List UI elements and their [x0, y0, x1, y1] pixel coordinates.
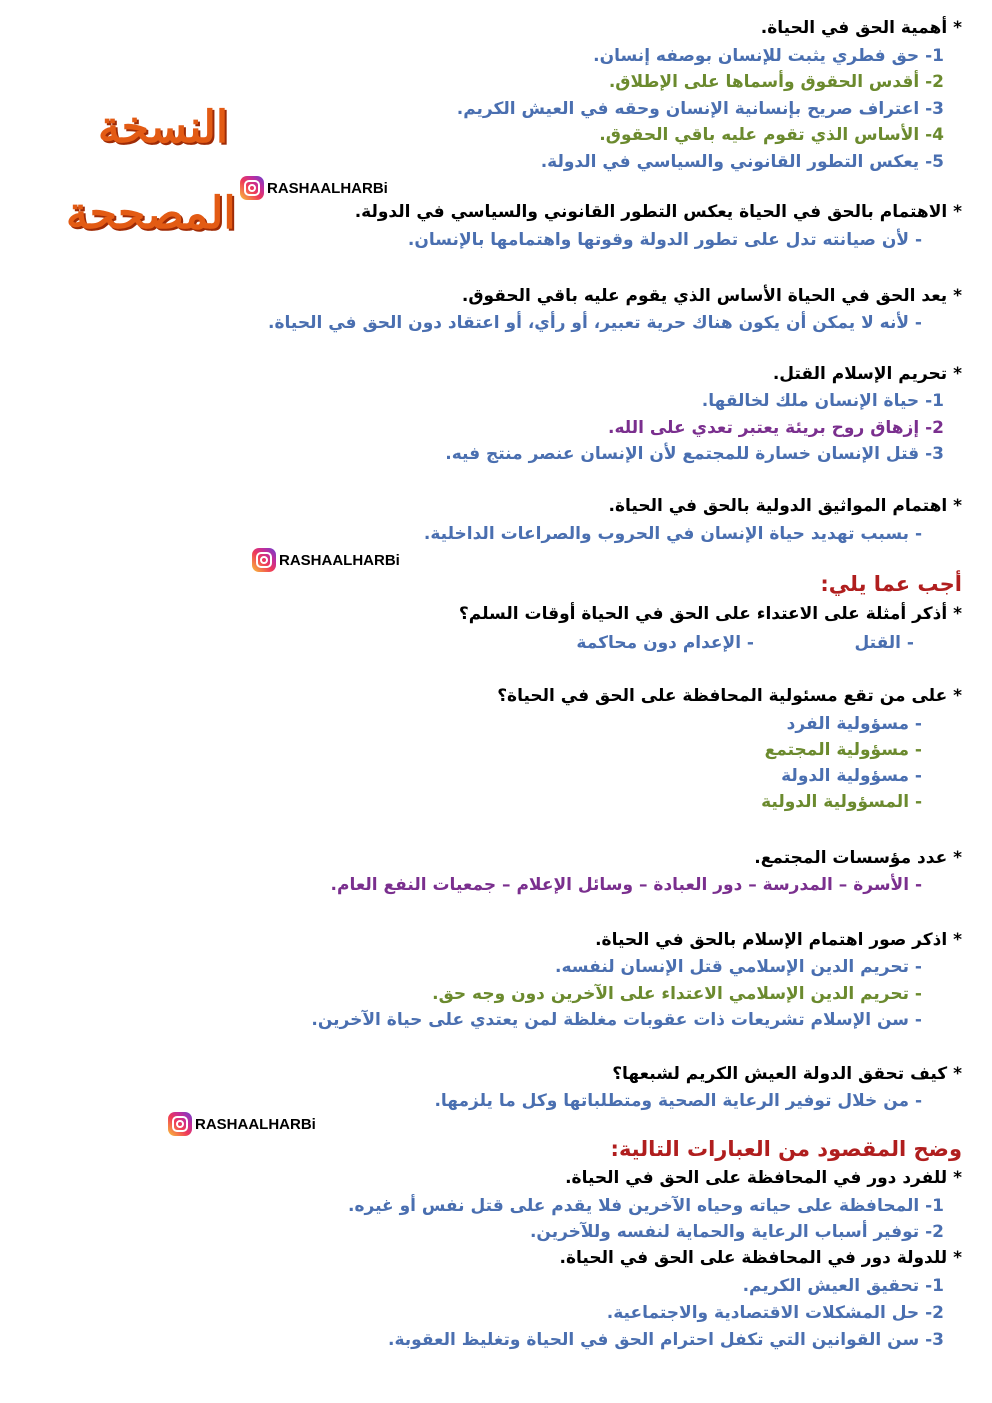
list-item: 5- يعكس التطور القانوني والسياسي في الدولة. [540, 152, 944, 172]
list-item: 2- حل المشكلات الاقتصادية والاجتماعية. [606, 1303, 944, 1323]
list-item: 1- حياة الإنسان ملك لخالقها. [701, 391, 944, 411]
list-item: 4- الأساس الذي تقوم عليه باقي الحقوق. [599, 125, 944, 145]
instagram-icon [252, 548, 276, 572]
question: * على من تقع مسئولية المحافظة على الحق في الحياة؟ [497, 686, 962, 706]
section-title: * اهتمام المواثيق الدولية بالحق في الحياة. [608, 496, 962, 516]
list-item: 3- قتل الإنسان خسارة للمجتمع لأن الإنسان عنصر منتج فيه. [445, 444, 944, 464]
answer: - من خلال توفير الرعاية الصحية ومتطلباتها وكل ما يلزمها. [434, 1091, 922, 1111]
list-item: - مسؤولية الدولة [781, 766, 922, 786]
answer: - لأنه لا يمكن أن يكون هناك حرية تعبير، أو رأي، أو اعتقاد دون الحق في الحياة. [268, 313, 922, 333]
list-item: - تحريم الدين الإسلامي قتل الإنسان لنفسه. [555, 957, 922, 977]
question: * أذكر أمثلة على الاعتداء على الحق في الحياة أوقات السلم؟ [458, 604, 962, 624]
list-item: - مسؤولية المجتمع [764, 740, 922, 760]
list-item: 2- توفير أسباب الرعاية والحماية لنفسه وللآخرين. [529, 1222, 944, 1242]
instagram-icon [240, 176, 264, 200]
section-title: * الاهتمام بالحق في الحياة يعكس التطور القانوني والسياسي في الدولة. [354, 202, 962, 222]
statement: * للفرد دور في المحافظة على الحق في الحياة. [565, 1168, 962, 1188]
list-item: - تحريم الدين الإسلامي الاعتداء على الآخرين دون وجه حق. [432, 984, 922, 1004]
instagram-handle [168, 1112, 316, 1136]
statement: * للدولة دور في المحافظة على الحق في الحياة. [559, 1248, 962, 1268]
question: * كيف تحقق الدولة العيش الكريم لشبعها؟ [612, 1064, 962, 1084]
list-item: 3- سن القوانين التي تكفل احترام الحق في الحياة وتغليظ العقوبة. [388, 1330, 944, 1350]
section-title: * تحريم الإسلام القتل. [772, 364, 962, 384]
watermark-line2: المصححة [66, 188, 236, 239]
list-item: - سن الإسلام تشريعات ذات عقوبات مغلظة لمن يعتدي على حياة الآخرين. [311, 1010, 922, 1030]
answer: - لأن صيانته تدل على تطور الدولة وقوتها واهتمامها بالإنسان. [407, 230, 922, 250]
instagram-handle [240, 176, 388, 200]
answer: - بسبب تهديد حياة الإنسان في الحروب والصراعات الداخلية. [423, 524, 922, 544]
list-item: 3- اعتراف صريح بإنسانية الإنسان وحقه في العيش الكريم. [456, 99, 944, 119]
section-heading: أجب عما يلي: [820, 572, 962, 596]
question: * عدد مؤسسات المجتمع. [754, 848, 962, 868]
answer-b: - الإعدام دون محاكمة [576, 633, 754, 653]
list-item: 1- المحافظة على حياته وحياه الآخرين فلا يقدم على قتل نفس أو غيره. [348, 1196, 944, 1216]
section-title: * أهمية الحق في الحياة. [760, 18, 962, 38]
question: * اذكر صور اهتمام الإسلام بالحق في الحياة. [595, 930, 962, 950]
section-title: * يعد الحق في الحياة الأساس الذي يقوم عليه باقي الحقوق. [461, 286, 962, 306]
handle-text: RASHAALHARBi [195, 1115, 316, 1133]
answer-a: - القتل [854, 633, 914, 653]
watermark-line1: النسخة [98, 102, 229, 153]
answer: - الأسرة – المدرسة – دور العبادة – وسائل الإعلام – جمعيات النفع العام. [330, 875, 922, 895]
handle-text: RASHAALHARBi [267, 179, 388, 197]
list-item: - مسؤولية الفرد [786, 714, 922, 734]
list-item: 1- حق فطري يثبت للإنسان بوصفه إنسان. [593, 46, 944, 66]
list-item: 2- أقدس الحقوق وأسماها على الإطلاق. [608, 72, 944, 92]
list-item: - المسؤولية الدولية [761, 792, 922, 812]
instagram-handle [252, 548, 400, 572]
list-item: 2- إزهاق روح بريئة يعتبر تعدي على الله. [608, 418, 944, 438]
instagram-icon [168, 1112, 192, 1136]
handle-text: RASHAALHARBi [279, 551, 400, 569]
section-heading: وضح المقصود من العبارات التالية: [610, 1137, 962, 1161]
list-item: 1- تحقيق العيش الكريم. [742, 1276, 944, 1296]
